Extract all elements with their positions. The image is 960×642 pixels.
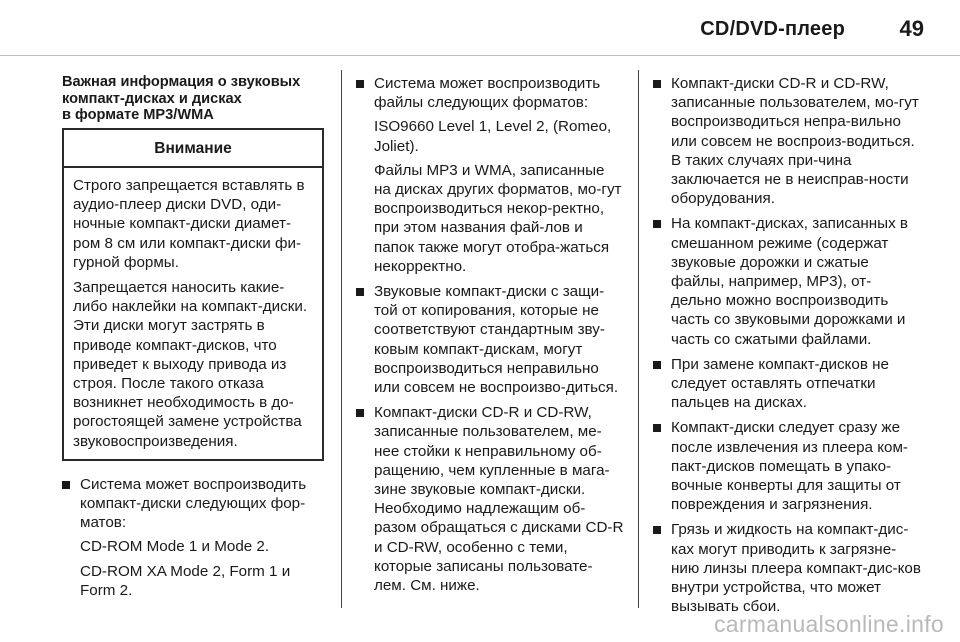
bullet-paragraph: На компакт-дисках, записанных в смешанном режиме (содержат звуковые дорожки и сжатые файлы, например, MP3), от-дельно можно воспроизводить часть со звуковыми дорожками и часть со сжатыми файлами. <box>671 215 908 348</box>
bullet-item <box>62 475 324 600</box>
bullet-paragraph: Звуковые компакт-диски с защи-той от копирования, которые не соответствуют стандартным зву-ковым компакт-дискам, могут воспроизводиться неправильно или совсем не воспроизво-диться. <box>374 283 619 397</box>
bullet-item <box>653 74 921 208</box>
warning-paragraph: Строго запрещается вставлять в аудио-плеер диски DVD, оди-ночные компакт-диски диамет-ром 8 см или компакт-диски фи-гурной формы. <box>73 176 305 271</box>
section-title-line: в формате MP3/WMA <box>62 107 214 124</box>
bullet-item <box>653 418 921 514</box>
bullet-paragraph: Компакт-диски CD-R и CD-RW, записанные пользователем, ме-нее стойки к неправильному об-ращению, чем купленные в мага-зине звуковые компакт-диски. Необходимо надлежащим об-разом обращаться с дисками CD-R и CD-RW, особенно с теми, которые записаны пользовате-лем. См. ниже. <box>374 404 624 595</box>
warning-body <box>64 168 322 459</box>
section-title-line: компакт-дисках и дисках <box>62 90 242 107</box>
bullet-list <box>653 74 921 616</box>
bullet-list <box>62 475 324 600</box>
column-1 <box>62 74 324 606</box>
bullet-item <box>653 355 921 413</box>
bullet-paragraph: CD-ROM XA Mode 2, Form 1 и Form 2. <box>80 562 291 599</box>
bullet-paragraph: Система может воспроизводить файлы следующих форматов: <box>374 75 601 112</box>
watermark: carmanualsonline.info <box>713 611 944 637</box>
bullet-list <box>356 74 624 595</box>
bullet-item <box>653 520 921 616</box>
bullet-paragraph: При замене компакт-дисков не следует оставлять отпечатки пальцев на дисках. <box>671 355 889 412</box>
bullet-item <box>653 214 921 348</box>
bullet-paragraph: CD-ROM Mode 1 и Mode 2. <box>80 538 270 556</box>
column-divider-1 <box>341 70 342 608</box>
bullet-paragraph: Файлы MP3 и WMA, записанные на дисках других форматов, мо-гут воспроизводиться некор-ректно, при этом названия фай-лов и папок также могут отобра-жаться некорректно. <box>374 161 622 275</box>
warning-heading: Внимание <box>64 130 322 168</box>
chapter-title: CD/DVD-плеер <box>700 18 845 40</box>
bullet-paragraph: Система может воспроизводить компакт-диски следующих фор-матов: <box>80 475 307 532</box>
bullet-item <box>356 403 624 595</box>
bullet-item <box>356 74 624 276</box>
page-header <box>0 0 960 56</box>
column-3 <box>653 74 921 622</box>
column-divider-2 <box>638 70 639 608</box>
section-title <box>62 74 324 124</box>
bullet-paragraph: Компакт-диски следует сразу же после извлечения из плеера ком-пакт-дисков помещать в упако-вочные конверты для защиты от повреждения и загрязнения. <box>671 419 908 514</box>
bullet-paragraph: Компакт-диски CD-R и CD-RW, записанные пользователем, мо-гут воспроизводиться непра-вильно или совсем не воспроиз-водиться. В таких случаях при-чина заключается не в неисправ-ности оборудования. <box>671 75 919 208</box>
column-2 <box>356 74 624 601</box>
warning-paragraph: Запрещается наносить какие-либо наклейки на компакт-диски. Эти диски могут застрять в приводе компакт-дисков, что приведет к выходу привода из строя. После такого отказа возникнет необходимость в до-рогостоящей замене устройства звуковоспроизведения. <box>73 279 308 450</box>
bullet-item <box>356 282 624 397</box>
section-title-line: Важная информация о звуковых <box>62 74 301 90</box>
header-divider <box>0 55 960 56</box>
bullet-paragraph: ISO9660 Level 1, Level 2, (Romeo, Joliet). <box>374 118 612 155</box>
warning-box <box>62 128 324 461</box>
page-number: 49 <box>899 16 924 41</box>
bullet-paragraph: Грязь и жидкость на компакт-дис-ках могут приводить к загрязне-нию линзы плеера компакт-дис-ков внутри устройства, что может вызывать сбои. <box>671 521 921 616</box>
